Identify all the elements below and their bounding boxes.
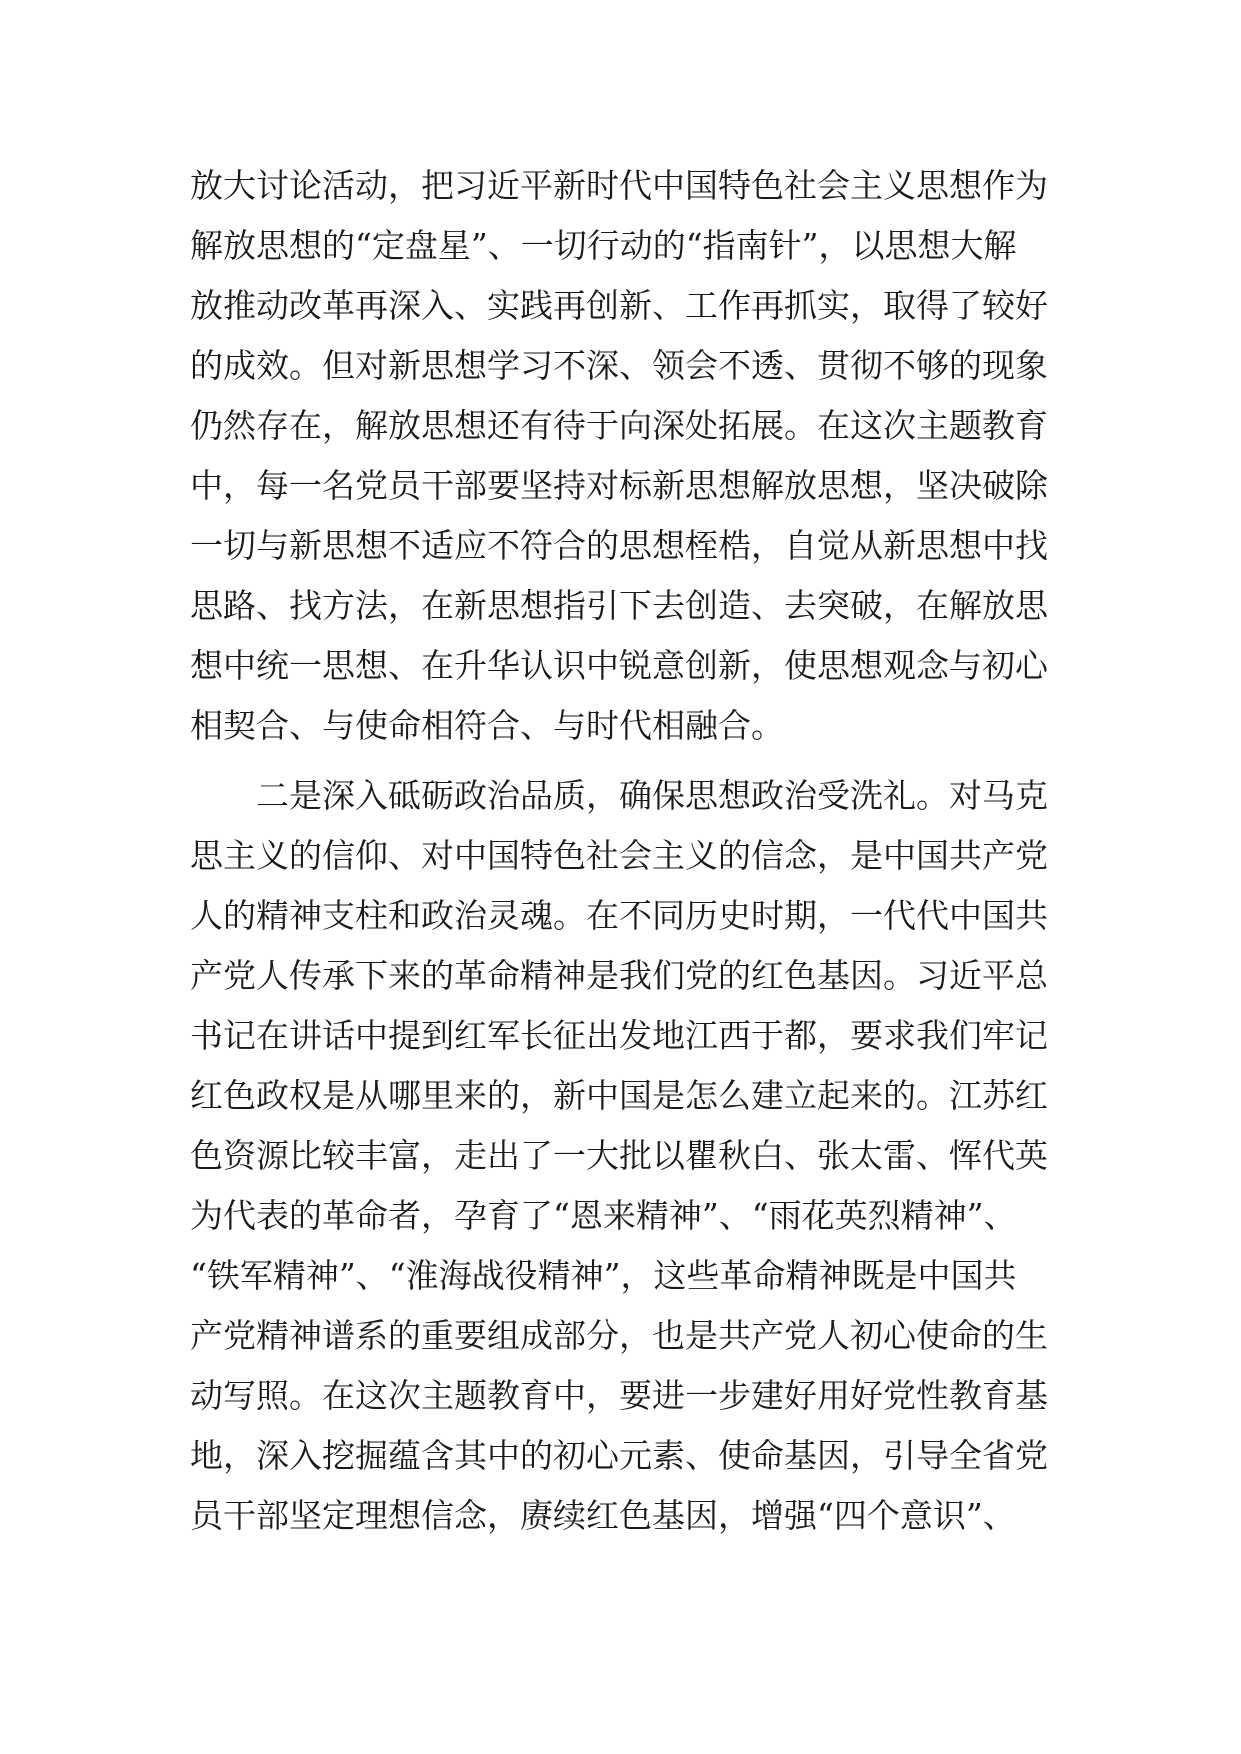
- paragraph-line: 二是深入砥砺政治品质，确保思想政治受洗礼。对马克: [256, 776, 1048, 815]
- paragraph-line: 红色政权是从哪里来的，新中国是怎么建立起来的。江苏红: [190, 1076, 1048, 1115]
- paragraph-line: 色资源比较丰富，走出了一大批以瞿秋白、张太雷、恽代英: [190, 1136, 1048, 1175]
- paragraph-line: 中，每一名党员干部要坚持对标新思想解放思想，坚决破除: [190, 466, 1048, 505]
- paragraph-line: 的成效。但对新思想学习不深、领会不透、贯彻不够的现象: [190, 346, 1048, 385]
- paragraph-line: 动写照。在这次主题教育中，要进一步建好用好党性教育基: [190, 1376, 1048, 1415]
- paragraph-1: [190, 156, 1070, 756]
- paragraph-line: 为代表的革命者，孕育了“恩来精神”、“雨花英烈精神”、: [190, 1196, 1017, 1235]
- paragraph-line: 一切与新思想不适应不符合的思想桎梏，自觉从新思想中找: [190, 526, 1048, 565]
- paragraph-line: 书记在讲话中提到红军长征出发地江西于都，要求我们牢记: [190, 1016, 1048, 1055]
- paragraph-line: 思主义的信仰、对中国特色社会主义的信念，是中国共产党: [190, 836, 1048, 875]
- paragraph-line: 人的精神支柱和政治灵魂。在不同历史时期，一代代中国共: [190, 896, 1048, 935]
- paragraph-line: 放大讨论活动，把习近平新时代中国特色社会主义思想作为: [190, 166, 1048, 205]
- paragraph-line: 思路、找方法，在新思想指引下去创造、去突破，在解放思: [190, 586, 1048, 625]
- paragraph-line: 员干部坚定理想信念，赓续红色基因，增强“四个意识”、: [190, 1496, 1016, 1535]
- paragraph-line: 解放思想的“定盘星”、一切行动的“指南针”，以思想大解: [190, 226, 1017, 265]
- paragraph-line: “铁军精神”、“淮海战役精神”，这些革命精神既是中国共: [190, 1256, 1017, 1295]
- paragraph-2: [190, 766, 1070, 1546]
- paragraph-line: 产党精神谱系的重要组成部分，也是共产党人初心使命的生: [190, 1316, 1048, 1355]
- paragraph-line: 放推动改革再深入、实践再创新、工作再抓实，取得了较好: [190, 286, 1048, 325]
- paragraph-line: 地，深入挖掘蕴含其中的初心元素、使命基因，引导全省党: [190, 1436, 1048, 1475]
- paragraph-line: 相契合、与使命相符合、与时代相融合。: [190, 706, 784, 745]
- paragraph-line: 产党人传承下来的革命精神是我们党的红色基因。习近平总: [190, 956, 1048, 995]
- paragraph-line: 仍然存在，解放思想还有待于向深处拓展。在这次主题教育: [190, 406, 1048, 445]
- paragraph-line: 想中统一思想、在升华认识中锐意创新，使思想观念与初心: [190, 646, 1048, 685]
